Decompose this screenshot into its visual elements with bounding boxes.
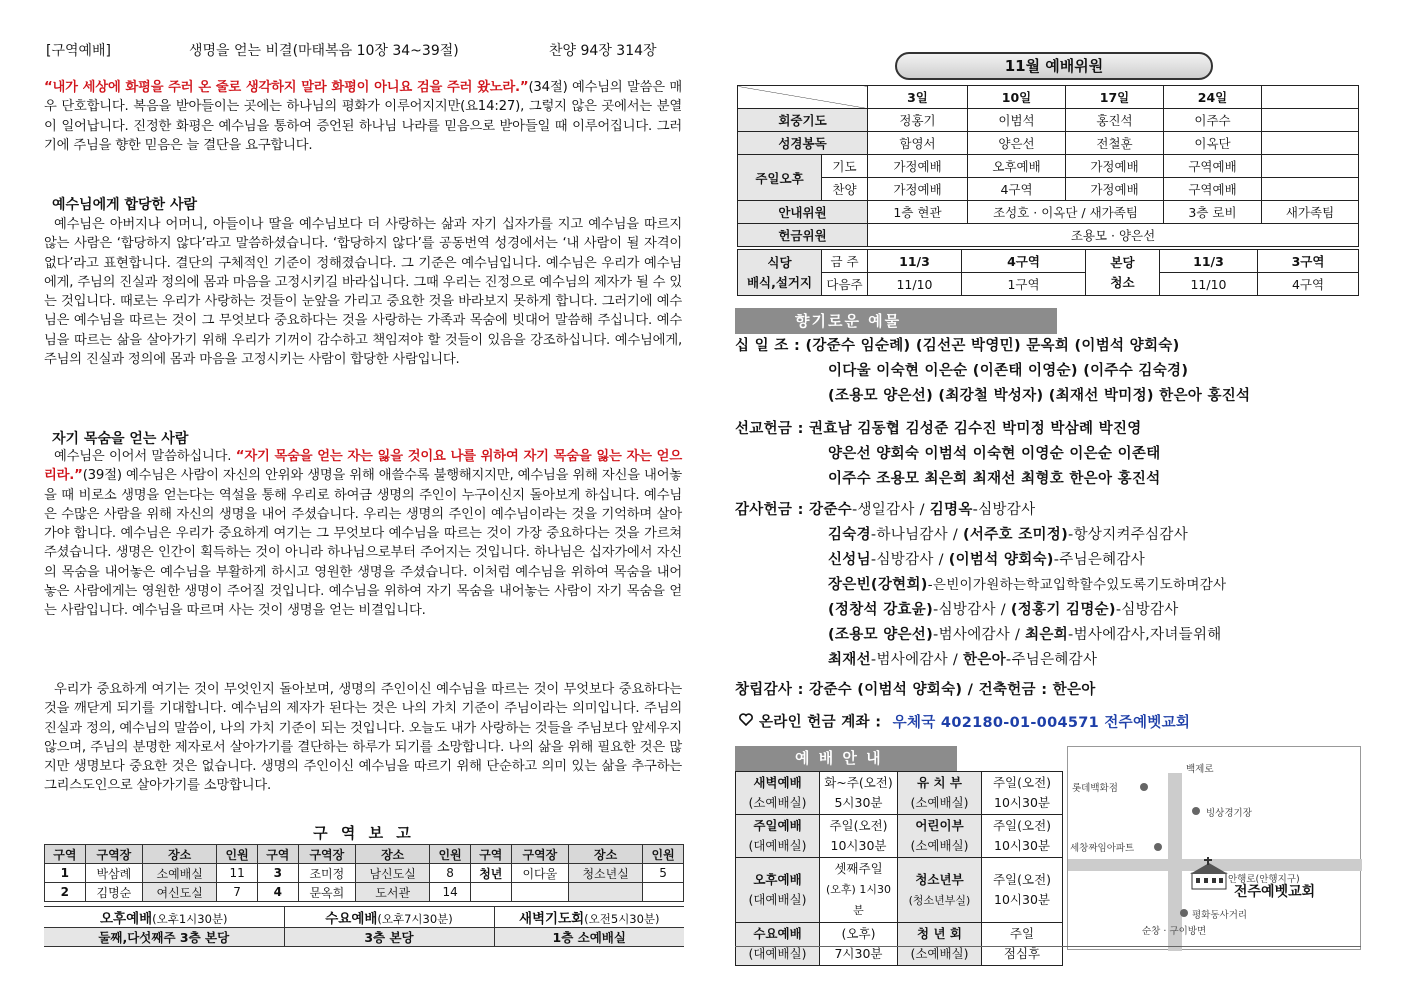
table-cell <box>1262 109 1359 132</box>
founding-offering: 창립감사 : 강준수 (이범석 양회숙) / 건축헌금 : 한은아 <box>735 682 1096 698</box>
guide-day: 주일(오전) <box>992 818 1052 833</box>
report-cell: 5 <box>643 864 684 883</box>
report-cell: 김명순 <box>85 883 142 902</box>
report-cell <box>470 883 511 902</box>
thanks-line <box>735 648 1226 673</box>
map-label-ice: 빙상경기장 <box>1206 808 1252 819</box>
table-row <box>738 201 1359 224</box>
table-cell: 가정예배 <box>868 155 968 178</box>
map-marker <box>1140 783 1148 791</box>
thanks-line <box>735 623 1226 648</box>
table-cell: 3층 로비 <box>1164 201 1262 224</box>
map-label-apt: 세창짜임아파트 <box>1070 843 1135 854</box>
thanks-donor: 최재선 <box>828 652 871 668</box>
table-cell: 가정예배 <box>868 178 968 201</box>
corner-cell <box>738 86 868 109</box>
guide-service-name: 유 치 부 <box>917 775 962 790</box>
mission-block <box>735 417 1161 492</box>
table-cell: 조성호 · 이옥단 / 새가족팀 <box>968 201 1164 224</box>
section-life-body: (39절) 예수님은 사람이 자신의 안위와 생명을 위해 애쓸수록 불행해지지만, 예수님을 위해 자신을 내어놓을 때 비로소 생명을 얻는다는 역설을 통해 우리로 하여금 생명의 주인이 누구이신지 돌아보게 하십니다. 예수님은 수많은 사람을 위해 자신의 생명을 내어 주셨습니다. 우리는 생명의 주인이 예수님이라는 것을 기억하며 살아가야 합니다. 예수님은 우리가 중요하게 여기는 그 무엇보다 예수님을 따르는 것이 가장 중요하다는 것을 가르쳐주셨습니다. 생명은 인간이 획득하는 것이 아니라 하나님으로부터 주어지는 것입니다. 하나님은 십자가에서 자신의 목숨을 내어놓은 예수님을 부활하게 하시고 영원한 생명을 주셨습니다. 이처럼 예수님을 위하여 목숨을 내어놓은 사람에게는 영원한 생명이 주어질 것입니다. 예수님을 위하여 자기 목숨을 내어놓는 사람이 자기 목숨을 얻는 사람입니다. 예수님을 따르며 사는 것이 생명을 얻는 비결입니다. <box>44 468 682 619</box>
tithe-line <box>735 334 1250 359</box>
mission-names: 양은선 양회숙 이범석 이숙현 이영순 이은순 이존태 <box>828 446 1161 462</box>
thanks-donor: (조용모 양은선) <box>828 627 934 643</box>
table-row <box>736 923 1063 966</box>
weekday-services-table <box>44 906 684 947</box>
report-header-cell: 장소 <box>569 845 643 864</box>
thanks-note: -주님은혜감사 <box>1053 552 1146 568</box>
tithe-names: (강준수 임순례) (김선곤 박영민) 문옥희 (이범석 양회숙) <box>805 338 1180 354</box>
report-header-cell: 구역 <box>470 845 511 864</box>
report-cell: 남신도실 <box>356 864 430 883</box>
report-cell <box>643 883 684 902</box>
report-cell: 2 <box>45 883 86 902</box>
guide-time <box>820 923 898 966</box>
report-cell <box>511 883 568 902</box>
thanks-donor: 김명옥 <box>929 502 973 518</box>
map-label-direction: 순창 · 구이방면 <box>1142 926 1207 937</box>
report-cell: 3 <box>257 864 298 883</box>
table-row <box>738 86 1359 109</box>
row-label <box>738 250 822 296</box>
thanks-note: -심방감사 / <box>870 552 949 568</box>
thanks-note: -하나님감사 / <box>870 527 963 543</box>
guide-service-name: 수요예배 <box>753 926 802 941</box>
guide-service-name: 어린이부 <box>915 818 964 833</box>
thanks-donor: 강준수 <box>809 502 852 518</box>
table-row <box>45 883 684 902</box>
thanks-note: -심방감사 <box>1115 602 1179 618</box>
dining-label: 식당 <box>767 254 792 270</box>
guide-time <box>982 923 1063 966</box>
thanks-donor: 한은아 <box>963 652 1006 668</box>
guide-service <box>898 923 982 966</box>
guide-hour: 5시30분 <box>834 795 883 810</box>
thanks-donor: (정창석 강효윤) <box>828 602 934 618</box>
report-header-cell: 구역장 <box>298 845 355 864</box>
report-cell: 조미정 <box>298 864 355 883</box>
hymn-numbers: 찬양 94장 314장 <box>549 43 657 59</box>
table-cell: 조용모 · 양은선 <box>868 224 1359 247</box>
service-name-cell <box>494 907 684 928</box>
mission-line <box>735 417 1161 442</box>
intro-paragraph <box>44 78 682 155</box>
thanks-line <box>735 548 1226 573</box>
worship-guide-table <box>735 771 1063 966</box>
guide-service-room: (소예배실) <box>910 795 969 810</box>
report-cell: 이다울 <box>511 864 568 883</box>
table-cell: 오후예배 <box>968 155 1066 178</box>
table-row <box>736 772 1063 815</box>
table-cell: 구역예배 <box>1164 155 1262 178</box>
service-name: 수요예배 <box>325 911 378 927</box>
thanks-donor: (이범석 양회숙) <box>948 552 1054 568</box>
closing-paragraph: 우리가 중요하게 여기는 것이 무엇인지 돌아보며, 생명의 주인이신 예수님을 따르는 것이 무엇보다 중요하다는 것을 깨닫게 되기를 기대합니다. 예수님의 제자가 된다는 것은 나의 가치 기준이 주님이라는 의미입니다. 주님의 진실과 정의, 예수님의 말씀이, 나의 가치 기준이 되는 것입니다. 오늘도 내가 사랑하는 것들을 주님보다 앞세우지 않으며, 주님의 분명한 제자로서 살아가기를 결단하는 하루가 되기를 소망합니다. 나의 삶을 위해 필요한 것은 많지만 생명보다 중요한 것은 없습니다. 생명의 주인이신 예수님을 따르기 위해 단순하고 의미 있는 삶을 추구하는 그리스도인으로 살아가기를 소망합니다. <box>44 682 682 794</box>
thanks-note: -범사에감사 / <box>870 652 963 668</box>
row-sublabel: 다음주 <box>822 273 868 296</box>
table-cell: 홍진석 <box>1066 109 1164 132</box>
table-row <box>738 155 1359 178</box>
guide-hour: 10시30분 <box>994 838 1050 853</box>
table-row <box>738 273 1359 296</box>
guide-service-name: 오후예배 <box>753 872 802 887</box>
guide-day: (오후) <box>841 926 876 941</box>
row-label <box>1086 250 1160 296</box>
thanks-line <box>735 523 1226 548</box>
table-cell <box>1262 132 1359 155</box>
table-row <box>736 858 1063 923</box>
service-name: 새벽기도회 <box>518 911 585 927</box>
thanks-block <box>735 498 1226 673</box>
table-row <box>736 815 1063 858</box>
map-marker <box>1192 807 1200 815</box>
guide-hour: 10시30분 <box>830 838 887 853</box>
section-life-quote: “자기 목숨을 얻는 자는 잃을 것이요 나를 위하여 자기 목숨을 잃는 자는 얻으리라.” <box>44 449 682 484</box>
thanks-note: -심방감사 <box>972 502 1036 518</box>
thanks-note: -생일감사 / <box>851 502 930 518</box>
tithe-block <box>735 334 1250 409</box>
tithe-label: 십 일 조 : <box>735 338 801 354</box>
row-label: 주일오후 <box>738 155 822 201</box>
map-label-church: 전주예벳교회 <box>1234 884 1316 900</box>
table-cell: 이범석 <box>968 109 1066 132</box>
table-cell: 3구역 <box>1258 250 1359 273</box>
section-worthy-text: 예수님은 아버지나 어머니, 아들이나 딸을 예수님보다 더 사랑하는 삶과 자기 십자가를 지고 예수님을 따르지 않는 사람은 ‘합당하지 않다’라고 말씀하셨습니다. ‘합당하지 않다’를 공동번역 성경에서는 ‘내 사람이 될 자격이 없다’라고 표현합니다. 결단의 구체적인 기준이 정해졌습니다. 그 기준은 예수님입니다. 예수님은 우리가 예수님에게, 주님의 진실과 정의에 몸과 마음을 고정시키길 바라십니다. 그때 우리는 진정으로 예수님의 제자가 될 수 있는 것입니다. 때로는 우리가 사랑하는 것들이 눈앞을 가리고 중요한 것을 바라보지 못하게 합니다. 그러기에 예수님은 예수님을 따르는 것이 그 무엇보다 중요하다는 것을 사랑하는 가족과 목숨에 빗대어 말씀해 주십니다. 예수님을 따르는 삶을 살아가기 위해 우리가 기꺼이 감수하고 책임져야 할 것들이 있음을 강조하십니다. 예수님에게, 주님의 진실과 정의에 몸과 마음을 고정시키는 사람이 합당한 사람입니다. <box>44 217 682 368</box>
thanks-donor: 최은희 <box>1025 627 1069 643</box>
intro-quote: “내가 세상에 화평을 주러 온 줄로 생각하지 말라 화평이 아니요 검을 주러 왔노라.” <box>44 80 529 95</box>
table-cell: 이옥단 <box>1164 132 1262 155</box>
guide-time <box>820 772 898 815</box>
row-label: 회중기도 <box>738 109 868 132</box>
table-cell <box>1262 178 1359 201</box>
report-cell: 14 <box>430 883 471 902</box>
guide-service-room: (대예배실) <box>748 892 807 907</box>
map-label-anhaeng: 안행로(안행지구) <box>1228 874 1300 885</box>
table-cell: 새가족팀 <box>1262 201 1359 224</box>
report-header-row <box>45 845 684 864</box>
report-cell: 7 <box>217 883 258 902</box>
table-row <box>738 109 1359 132</box>
guide-day: 화~주(오전) <box>824 775 893 790</box>
table-row <box>738 178 1359 201</box>
report-header-cell: 구역장 <box>85 845 142 864</box>
guide-day: 주일(오전) <box>992 872 1052 887</box>
row-sublabel: 찬양 <box>822 178 868 201</box>
table-row <box>738 224 1359 247</box>
online-account-line <box>739 710 1190 736</box>
thanks-label: 감사헌금 : <box>735 502 804 518</box>
guide-time <box>820 858 898 923</box>
guide-service-name: 주일예배 <box>753 818 802 833</box>
report-cell: 청년 <box>470 864 511 883</box>
worship-guide-banner: 예 배 안 내 <box>735 746 957 771</box>
service-name-cell <box>284 907 494 928</box>
guide-day: 주일(오전) <box>829 818 888 833</box>
table-row <box>738 250 1359 273</box>
table-cell: 11/3 <box>868 250 962 273</box>
table-cell: 함영서 <box>868 132 968 155</box>
tithe-names: 이다울 이숙현 이은순 (이존태 이영순) (이주수 김숙경) <box>828 363 1189 379</box>
guide-day: 주일 <box>1009 926 1035 941</box>
sermon-title: 생명을 얻는 비결(마태복음 10장 34~39절) <box>189 43 459 59</box>
guide-service <box>898 815 982 858</box>
report-cell: 문옥희 <box>298 883 355 902</box>
table-row <box>738 132 1359 155</box>
guide-service-room: (소예배실) <box>910 946 969 961</box>
thanks-note: -심방감사 / <box>933 602 1011 618</box>
map-label-lotte: 롯데백화점 <box>1072 783 1118 794</box>
guide-service-room: (소예배실) <box>748 795 807 810</box>
table-cell: 전철훈 <box>1066 132 1164 155</box>
guide-hour: 7시30분 <box>834 946 883 961</box>
table-cell: 11/10 <box>868 273 962 296</box>
bottom-divider <box>735 946 1361 947</box>
guide-hour: 10시30분 <box>994 795 1050 810</box>
guide-service-room: (소예배실) <box>910 838 969 853</box>
clean-sublabel: 청소 <box>1110 274 1135 290</box>
map-marker <box>1154 843 1162 851</box>
online-account-number: 우체국 402180-01-004571 전주예벳교회 <box>892 714 1191 731</box>
thanks-donor: 신성님 <box>828 552 871 568</box>
guide-service <box>736 858 820 923</box>
report-cell: 여신도실 <box>143 883 217 902</box>
service-name-cell <box>44 907 284 928</box>
guide-service-name: 새벽예배 <box>753 775 802 790</box>
report-cell: 청소년실 <box>569 864 643 883</box>
online-account-label: 온라인 헌금 계좌 : <box>759 714 882 731</box>
table-cell: 1층 현관 <box>868 201 968 224</box>
section-life-text <box>44 447 682 621</box>
row-sublabel: 금 주 <box>822 250 868 273</box>
service-place: 둘째,다섯째주 3층 본당 <box>44 928 284 947</box>
report-cell: 박삼례 <box>85 864 142 883</box>
guide-service <box>898 858 982 923</box>
guide-service <box>736 815 820 858</box>
guide-hour: 점심후 <box>1003 946 1041 961</box>
guide-service-room: (대예배실) <box>748 838 807 853</box>
service-time: (오후1시30분) <box>152 912 228 926</box>
service-time: (오후7시30분) <box>377 912 453 926</box>
map-label-crossroad: 평화동사거리 <box>1192 910 1248 921</box>
table-cell: 정홍기 <box>868 109 968 132</box>
thanks-note: -은빈이가원하는학교입학할수있도록기도하며감사 <box>927 577 1227 593</box>
thanks-donor: 장은빈(강현희) <box>828 577 928 593</box>
table-cell: 가정예배 <box>1066 155 1164 178</box>
report-cell: 도서관 <box>356 883 430 902</box>
table-cell: 이주수 <box>1164 109 1262 132</box>
thanks-line <box>735 573 1226 598</box>
guide-service <box>898 772 982 815</box>
date-header <box>1262 86 1359 109</box>
date-header: 24일 <box>1164 86 1262 109</box>
thanks-donor: 김숙경 <box>828 527 871 543</box>
guide-day: 주일(오전) <box>992 775 1052 790</box>
church-icon <box>1188 857 1230 895</box>
clean-label: 본당 <box>1110 254 1135 270</box>
guide-time <box>982 815 1063 858</box>
report-header-cell: 인원 <box>430 845 471 864</box>
guide-time <box>982 772 1063 815</box>
thanks-line <box>735 598 1226 623</box>
table-cell: 4구역 <box>962 250 1086 273</box>
table-cell <box>1262 155 1359 178</box>
thanks-donor: (서주호 조미정) <box>963 527 1069 543</box>
map-marker <box>1180 909 1188 917</box>
report-header-cell: 구역 <box>45 845 86 864</box>
mission-label: 선교헌금 : <box>735 421 804 437</box>
thanks-donor: (정홍기 김명순) <box>1010 602 1116 618</box>
district-report-title: 구 역 보 고 <box>313 824 415 842</box>
report-cell: 1 <box>45 864 86 883</box>
thanks-note: -항상지켜주심감사 <box>1068 527 1189 543</box>
map-label-road: 백제로 <box>1186 764 1214 775</box>
table-cell: 4구역 <box>968 178 1066 201</box>
table-cell: 11/10 <box>1160 273 1258 296</box>
thanks-note: -범사에감사 / <box>933 627 1026 643</box>
table-cell: 양은선 <box>968 132 1066 155</box>
guide-day: 셋째주일 <box>834 861 883 876</box>
report-header-cell: 구역장 <box>511 845 568 864</box>
guide-time <box>982 858 1063 923</box>
heart-icon <box>739 710 753 735</box>
report-header-cell: 장소 <box>143 845 217 864</box>
worship-committee-table <box>737 85 1359 247</box>
tithe-names: (조용모 양은선) (최강철 박성자) (최재선 박미정) 한은아 홍진석 <box>828 388 1251 404</box>
district-report-table <box>44 844 684 902</box>
guide-time <box>820 815 898 858</box>
guide-service <box>736 772 820 815</box>
mission-names: 이주수 조용모 최은희 최재선 최형호 한은아 홍진석 <box>828 471 1161 487</box>
guide-hour: (오후) 1시30분 <box>826 883 891 917</box>
location-map <box>1067 746 1361 950</box>
guide-service-room: (청소년부실) <box>908 893 971 907</box>
service-name: 오후예배 <box>99 911 153 927</box>
date-header: 17일 <box>1066 86 1164 109</box>
report-header-cell: 인원 <box>217 845 258 864</box>
section-tag: [구역예배] <box>46 43 112 59</box>
report-cell: 4 <box>257 883 298 902</box>
report-header-cell: 장소 <box>356 845 430 864</box>
report-header-cell: 인원 <box>643 845 684 864</box>
thanks-note: -주님은혜감사 <box>1005 652 1098 668</box>
row-label: 성경봉독 <box>738 132 868 155</box>
row-sublabel: 기도 <box>822 155 868 178</box>
guide-hour: 10시30분 <box>994 892 1050 907</box>
date-header: 3일 <box>868 86 968 109</box>
offerings-banner: 향기로운 예물 <box>735 308 1057 334</box>
report-cell: 소예배실 <box>143 864 217 883</box>
dining-sublabel: 배식,설거지 <box>746 274 813 290</box>
table-cell: 11/3 <box>1160 250 1258 273</box>
service-place: 3층 본당 <box>284 928 494 947</box>
worship-committee-title: 11월 예배위원 <box>895 52 1213 80</box>
mission-names: 권효남 김동협 김성준 김수진 박미정 박삼례 박진영 <box>809 421 1142 437</box>
dining-cleaning-table <box>737 249 1359 296</box>
row-label: 헌금위원 <box>738 224 868 247</box>
section-title-life: 자기 목숨을 얻는 사람 <box>52 431 189 447</box>
intro-text: (34절) 예수님의 말씀은 매우 단호합니다. 복음을 받아들이는 곳에는 하나님의 평화가 이루어지지만(요14:27), 그렇지 않은 곳에서는 분열이 일어납니다. 진정한 화평은 예수님을 통하여 증언된 하나님 나라를 믿음으로 받아들일 때 이루어집니다. 그러기에 주님을 향한 믿음은 늘 결단을 요구합니다. <box>44 80 682 153</box>
table-cell: 4구역 <box>1258 273 1359 296</box>
report-header-cell: 구역 <box>257 845 298 864</box>
guide-service-room: (대예배실) <box>748 946 807 961</box>
table-cell: 1구역 <box>962 273 1086 296</box>
thanks-line <box>735 498 1226 523</box>
row-label: 안내위원 <box>738 201 868 224</box>
guide-service-name: 청소년부 <box>915 871 964 887</box>
section-life-intro: 예수님은 이어서 말씀하십니다. <box>54 449 236 464</box>
report-cell <box>569 883 643 902</box>
table-row <box>45 864 684 883</box>
date-header: 10일 <box>968 86 1066 109</box>
report-cell: 8 <box>430 864 471 883</box>
guide-service-name: 청 년 회 <box>917 926 962 941</box>
service-time: (오전5시30분) <box>584 912 660 926</box>
report-cell: 11 <box>217 864 258 883</box>
thanks-note: -범사에감사,자녀들위해 <box>1068 627 1222 643</box>
table-cell: 가정예배 <box>1066 178 1164 201</box>
table-cell: 구역예배 <box>1164 178 1262 201</box>
guide-service <box>736 923 820 966</box>
service-place: 1층 소예배실 <box>494 928 684 947</box>
section-title-worthy: 예수님에게 합당한 사람 <box>52 197 197 213</box>
